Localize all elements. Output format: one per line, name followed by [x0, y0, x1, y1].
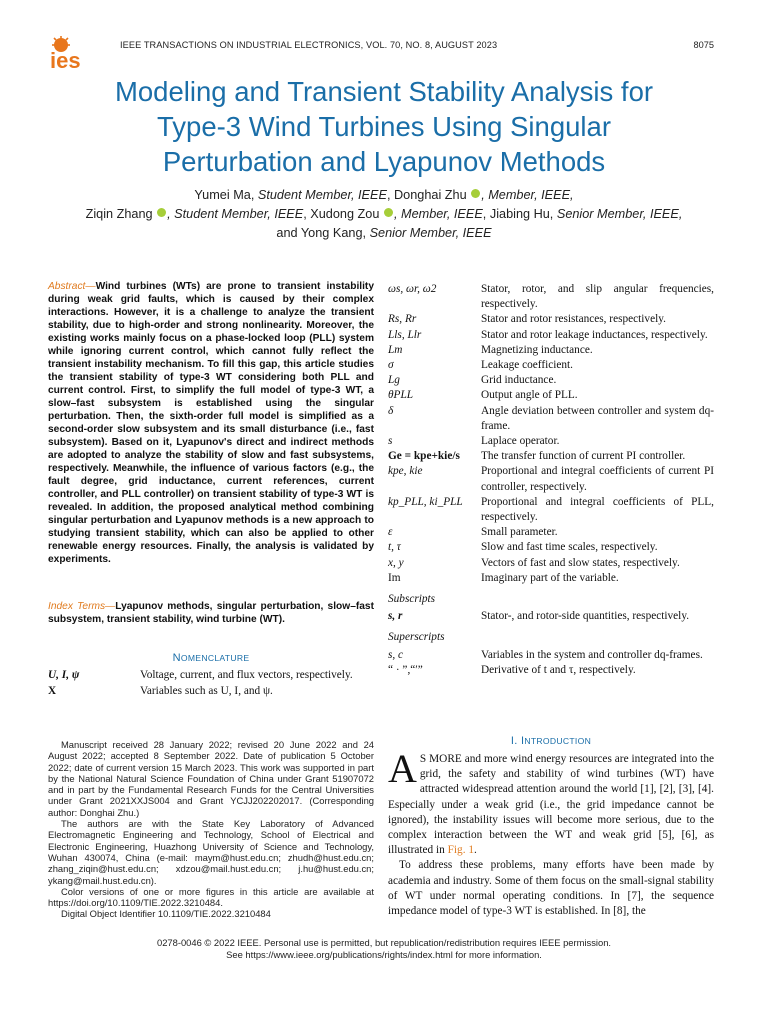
index-terms [48, 600, 374, 626]
title-line: Modeling and Transient Stability Analysis for [114, 76, 654, 107]
abstract [48, 280, 374, 566]
intro-paragraph: To address these problems, many efforts have been made by academia and industry. Some of them focus on the small-signal stability of WT under normal operating conditions. In [7], the sequence impedance model of type-3 WT is established. In [8], the [388, 859, 714, 918]
title-line: Perturbation and Lyapunov Methods [162, 146, 606, 177]
symbol-row: s Laplace operator. [388, 435, 560, 448]
index-terms-text: Lyapunov methods, singular perturbation, slow–fast subsystem, transient stability, wind turbine (WT). [48, 601, 374, 625]
index-terms-label: Index Terms— [48, 601, 116, 612]
footnote-paragraph: Digital Object Identifier 10.1109/TIE.2022.3210484 [61, 908, 271, 920]
nomenclature-continued [388, 282, 714, 678]
introduction-body [388, 746, 714, 919]
author-line-3: and Yong Kang, Senior Member, IEEE [276, 226, 492, 240]
footnote-paragraph: Manuscript received 28 January 2022; revised 20 June 2022 and 24 August 2022; accepted 8 September 2022. Date of publication 5 October 2022; date of current version 15 March 2023. This work was supported in part by the National Natural Science Foundation of China under Grant 51907072 and in part by the Fundamental Research Funds for the Central Universities under Grant 2021XXJS004 and Grant YCJJ202202017. (Corresponding author: Donghai Zhu.) [48, 739, 374, 818]
footnote-paragraph[interactable]: Color versions of one or more figures in this article are available at https://doi.org/10.1109/TIE.2022.3210484. [48, 885, 374, 909]
author-line-2: Ziqin Zhang , Student Member, IEEE, Xudong Zou , Member, IEEE, Jiabing Hu, Senior Member, IEEE, [85, 207, 683, 221]
symbol-row: Rs, Rr Stator and rotor resistances, respectively. [388, 313, 666, 326]
logo-text: ies [50, 48, 81, 70]
journal-header: IEEE TRANSACTIONS ON INDUSTRIAL ELECTRONICS, VOL. 70, NO. 8, AUGUST 2023 [120, 40, 498, 50]
copyright-line: 0278-0046 © 2022 IEEE. Personal use is permitted, but republication/redistribution requires IEEE permission. [156, 937, 612, 948]
symbol-row: ωs, ωr, ω2 Stator, rotor, and slip angular frequencies, respectively. [388, 283, 714, 311]
symbol-row: kpe, kie Proportional and integral coefficients of current PI controller, respectively. [388, 465, 714, 493]
superscripts-heading: Superscripts [388, 631, 445, 644]
symbol-row: θPLL Output angle of PLL. [388, 389, 578, 402]
subscripts-heading: Subscripts [388, 593, 436, 606]
author-list [40, 186, 728, 243]
symbol-list [388, 282, 714, 586]
rights-link-line[interactable]: See https://www.ieee.org/publications/rights/index.html for more information. [226, 948, 542, 960]
symbol-row: Lls, Llr Stator and rotor leakage inductances, respectively. [388, 328, 708, 341]
symbol-row: Im Imaginary part of the variable. [388, 571, 619, 584]
symbol-row: s, c Variables in the system and controller dq-frames. [388, 648, 703, 661]
orcid-icon[interactable] [157, 208, 166, 217]
ies-logo [48, 36, 104, 70]
symbol-row: δ Angle deviation between controller and system dq-frame. [388, 404, 714, 432]
page-number: 8075 [693, 40, 714, 50]
symbol-row: kp_PLL, ki_PLL Proportional and integral coefficients of PLL, respectively. [388, 495, 714, 524]
symbol-row: Lg Grid inductance. [388, 374, 557, 387]
footnote-paragraph: The authors are with the State Key Laboratory of Advanced Electromagnetic Engineering and Technology, School of Electrical and Electronic Engineering, Huazhong University of Science and Technology, Wuhan 430074, China (e-mail: maym@hust.edu.cn; zhudh@hust.edu.cn; zhang_ziqin@hust.edu.cn; xdzou@mail.hust.edu.cn; j.hu@hust.edu.cn; ykang@mail.hust.edu.cn). [48, 818, 374, 886]
introduction-heading: I. INTRODUCTION [510, 735, 592, 747]
paper-title [40, 74, 728, 179]
symbol-row: ε Small parameter. [388, 526, 558, 539]
figure-link[interactable]: Fig. 1 [447, 844, 474, 857]
symbol-row: Ge = kpe+kie/s The transfer function of current PI controller. [388, 450, 686, 463]
intro-paragraph: A S MORE and more wind energy resources are integrated into the grid, the safety and stability of wind turbines (WT) have attracted widespread attention around the world [1], [2], [3], [4]. Especially under a weak grid (i.e., the grid impedance cannot be ignored), the instability issues will become more serious, due to the complex interaction between the WT and weak grid [5], [6], as illustrated in Fig. 1. [388, 746, 714, 857]
abstract-text: Wind turbines (WTs) are prone to transient instability during weak grid faults, which is caused by their complex interactions. However, it is a challenge to analyze the transient stability, due to high-order and strong nonlinearity. Moreover, the existing works mainly focus on a phase-locked loop (PLL) system while ignoring current control, which cannot fully reflect the transient instability mechanism. To fill this gap, this article studies the transient stability of type-3 WT considering both PLL and current control. First, to simplify the full model of type-3 WT, a slow–fast subsystem is established using the singular perturbation. Then, the sixth-order full model is simplified as a second-order slow subsystem and its small disturbance (i.e., fast subsystem). Based on it, Lyapunov's direct and indirect methods are adopted to analyze the stability of slow and fast subsystems, respectively. Meanwhile, the influence of various factors (e.g., the fault degree, grid inductance, current references, current controller, and PLL controller) on transient stability of type-3 WT is revealed. In addition, the proposed analytical method combining singular perturbation and Lyapunov methods is a new approach to studying transient stability, which can also be applied to other renewable energy resources. Finally, the analysis is validated by experiments. [48, 281, 374, 565]
manuscript-footnote [48, 739, 374, 920]
symbol-row: Lm Magnetizing inductance. [388, 343, 593, 356]
nomenclature-heading: NOMENCLATURE [172, 652, 250, 664]
symbol-row: σ Leakage coefficient. [388, 359, 573, 372]
copyright-footer [40, 937, 728, 960]
drop-cap: A [388, 746, 417, 791]
nomenclature-row: X Variables such as U, I, and ψ. [48, 684, 273, 697]
orcid-icon[interactable] [384, 208, 393, 217]
title-line: Type-3 Wind Turbines Using Singular [157, 111, 611, 142]
symbol-row: s, r Stator-, and rotor-side quantities, respectively. [388, 610, 690, 623]
symbol-row: t, τ Slow and fast time scales, respectively. [388, 541, 658, 554]
abstract-label: Abstract— [48, 281, 96, 292]
symbol-row: x, y Vectors of fast and slow states, respectively. [388, 556, 680, 569]
author-line-1: Yumei Ma, Student Member, IEEE, Donghai Zhu , Member, IEEE, [194, 188, 574, 202]
nomenclature-row: U, I, ψ Voltage, current, and flux vectors, respectively. [48, 669, 353, 681]
nomenclature-table [48, 668, 374, 699]
orcid-icon[interactable] [471, 189, 480, 198]
symbol-row: “ · ”,“′” Derivative of t and τ, respectively. [388, 663, 636, 676]
